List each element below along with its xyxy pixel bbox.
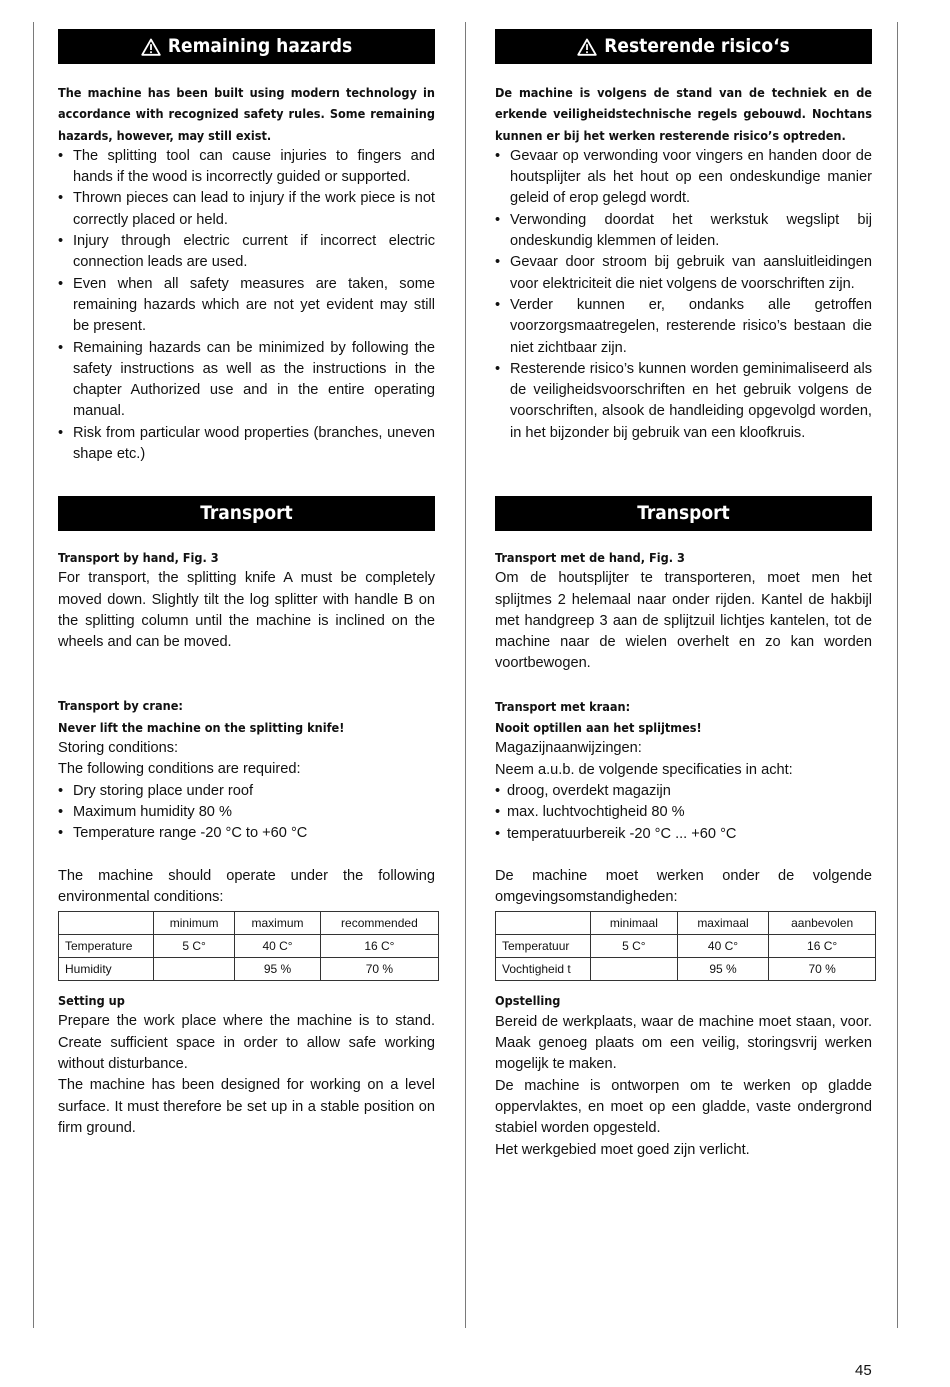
conditions-intro: The following conditions are required: — [58, 761, 301, 778]
table-cell: Vochtigheid t — [496, 958, 591, 981]
table-header-row — [59, 912, 439, 935]
remaining-hazards-header — [58, 29, 435, 64]
setting-up-heading: Opstelling — [495, 993, 561, 1009]
page-number: 45 — [855, 1362, 872, 1379]
list-item: • Thrown pieces can lead to injury if the work piece is not correctly placed or held. — [58, 188, 435, 231]
crane-warning: Nooit optillen aan het splijtmes! — [495, 720, 702, 736]
list-item: • max. luchtvochtigheid 80 % — [495, 802, 872, 823]
table-cell: 5 C° — [591, 935, 678, 958]
list-item: • The splitting tool can cause injuries to fingers and hands if the wood is incorrectly guided or supported. — [58, 146, 435, 189]
list-item: • Remaining hazards can be minimized by following the safety instructions as well as the instructions in the chapter Authorized use and in the entire operating manual. — [58, 338, 435, 423]
list-item: • Even when all safety measures are taken, some remaining hazards which are not yet evident may still be present. — [58, 274, 435, 338]
table-row — [496, 935, 876, 958]
list-item: • Resterende risico’s kunnen worden geminimaliseerd als de veiligheidsvoorschriften en het gebruik volgens de voorschriften, alsook de handleiding opgevolgd worden, in het bijzonder bij gebruik van een kloofkruis. — [495, 359, 872, 444]
list-item: • temperatuurbereik -20 °C ... +60 °C — [495, 824, 872, 845]
setting-up-text: De machine is ontworpen om te werken op gladde oppervlaktes, en moet op een gladde, vaste ondergrond stabiel worden opgesteld. — [495, 1077, 872, 1137]
environment-table — [58, 911, 439, 981]
transport-by-hand-heading: Transport by hand, Fig. 3 — [58, 550, 219, 565]
list-item: • Verwonding doordat het werkstuk wegslipt bij ondeskundig klemmen of leiden. — [495, 210, 872, 253]
environment-intro: De machine moet werken onder de volgende omgevingsomstandigheden: — [495, 867, 872, 906]
storing-conditions-list — [495, 781, 872, 845]
table-cell: 5 C° — [154, 935, 235, 958]
table-header-cell: minimum — [154, 912, 235, 935]
table-header-cell: minimaal — [591, 912, 678, 935]
table-cell: 70 % — [320, 958, 438, 981]
table-cell: 40 C° — [677, 935, 769, 958]
table-row — [59, 935, 439, 958]
storing-conditions-list — [58, 781, 435, 845]
transport-by-hand-heading: Transport met de hand, Fig. 3 — [495, 550, 685, 565]
hazards-intro: De machine is volgens de stand van de techniek en de erkende veiligheidstechnische regels gebouwd. Nochtans kunnen er bij het werken resterende risico’s optreden. — [495, 85, 872, 143]
transport-crane-heading: Transport by crane: — [58, 698, 183, 714]
table-cell — [591, 958, 678, 981]
table-header-cell: maximum — [235, 912, 321, 935]
table-cell: 16 C° — [320, 935, 438, 958]
table-header-cell: recommended — [320, 912, 438, 935]
table-header-row — [496, 912, 876, 935]
list-item: • Injury through electric current if incorrect electric connection leads are used. — [58, 231, 435, 274]
table-cell: 40 C° — [235, 935, 321, 958]
warning-triangle-icon — [141, 38, 161, 56]
conditions-intro: Neem a.u.b. de volgende specificaties in acht: — [495, 761, 793, 778]
table-header-cell: maximaal — [677, 912, 769, 935]
table-cell: 70 % — [769, 958, 876, 981]
english-column — [58, 29, 435, 1136]
section-title: Transport — [200, 501, 293, 524]
dutch-column — [495, 29, 872, 1158]
table-cell: Temperatuur — [496, 935, 591, 958]
table-header-cell — [496, 912, 591, 935]
table-cell: 95 % — [677, 958, 769, 981]
warning-triangle-icon — [577, 38, 597, 56]
transport-crane-heading: Transport met kraan: — [495, 698, 631, 714]
setting-up-heading: Setting up — [58, 993, 125, 1009]
right-margin-rule — [897, 22, 898, 1328]
list-item: • Risk from particular wood properties (branches, uneven shape etc.) — [58, 423, 435, 466]
setting-up-text: Prepare the work place where the machine is to stand. Create sufficient space in order to allow safe working without disturbance. — [58, 1013, 435, 1073]
list-item: • Gevaar op verwonding voor vingers en handen door de houtsplijter als het hout op een ondeskundige manier geleid of erop gelegd wordt. — [495, 146, 872, 210]
storing-conditions-label: Storing conditions: — [58, 740, 179, 757]
transport-by-hand-text: Om de houtsplijter te transporteren, moet men het splijtmes 2 helemaal naar onder rijden. Kantel de hakbijl met handgreep 3 aan de splijtzuil lichtjes kantelen, tot de machine naar de wielen overhelt en zo kan worden voortbewogen. — [495, 570, 872, 672]
section-title: Resterende risico‘s — [604, 34, 790, 57]
environment-table — [495, 911, 876, 981]
table-row — [59, 958, 439, 981]
table-cell: Temperature — [59, 935, 154, 958]
table-cell — [154, 958, 235, 981]
setting-up-text: Bereid de werkplaats, waar de machine moet staan, voor. Maak genoeg plaats om een veilig, storingsvrij werken mogelijk te maken. — [495, 1013, 872, 1073]
list-item: • droog, overdekt magazijn — [495, 781, 872, 802]
setting-up-text: Het werkgebied moet goed zijn verlicht. — [495, 1141, 750, 1158]
crane-warning: Never lift the machine on the splitting knife! — [58, 719, 345, 735]
storing-conditions-label: Magazijnaanwijzingen: — [495, 740, 642, 757]
list-item: • Maximum humidity 80 % — [58, 802, 435, 823]
transport-header — [495, 496, 872, 531]
left-margin-rule — [33, 22, 34, 1328]
table-header-cell — [59, 912, 154, 935]
hazards-list — [495, 146, 872, 444]
list-item: • Temperature range -20 °C to +60 °C — [58, 823, 435, 844]
list-item: • Verder kunnen er, ondanks alle getroffen voorzorgsmaatregelen, resterende risico’s bestaan die niet zichtbaar zijn. — [495, 295, 872, 359]
setting-up-text: The machine has been designed for working on a level surface. It must therefore be set up in a stable position on firm ground. — [58, 1077, 435, 1136]
table-row — [496, 958, 876, 981]
center-column-rule — [465, 22, 466, 1328]
transport-header — [58, 496, 435, 531]
list-item: • Dry storing place under roof — [58, 781, 435, 802]
list-item: • Gevaar door stroom bij gebruik van aansluitleidingen voor elektriciteit die niet volgens de voorschriften zijn. — [495, 252, 872, 295]
hazards-list — [58, 146, 435, 465]
table-cell: 16 C° — [769, 935, 876, 958]
environment-intro: The machine should operate under the following environmental conditions: — [58, 867, 435, 905]
remaining-hazards-header — [495, 29, 872, 64]
transport-by-hand-text: For transport, the splitting knife A must be completely moved down. Slightly tilt the log splitter with handle B on the splitting column until the machine is inclined on the wheels and can be moved. — [58, 570, 435, 651]
hazards-intro: The machine has been built using modern technology in accordance with recognized safety rules. Some remaining hazards, however, may still exist. — [58, 85, 435, 143]
table-header-cell: aanbevolen — [769, 912, 876, 935]
section-title: Remaining hazards — [167, 34, 353, 57]
table-cell: 95 % — [235, 958, 321, 981]
table-cell: Humidity — [59, 958, 154, 981]
section-title: Transport — [637, 501, 730, 524]
